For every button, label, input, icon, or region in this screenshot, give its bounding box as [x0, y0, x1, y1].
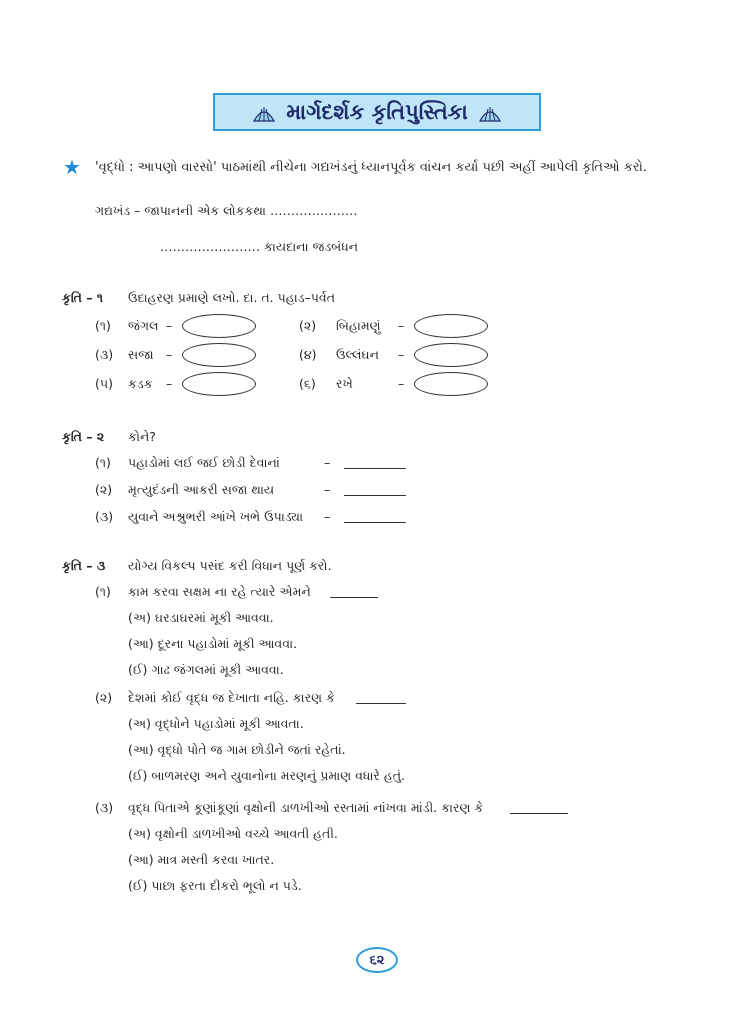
kruti-3-option: (ઈ) ગાઢ જંગલમાં મૂકી આવવા.: [128, 662, 284, 677]
kruti-2-text: મૃત્યુદંડની આકરી સજા થાય: [128, 482, 275, 497]
kruti-2-label: કૃતિ – ૨: [62, 429, 105, 444]
answer-blank[interactable]: [330, 597, 378, 598]
instruction-text: 'વૃદ્ધો : આપણો વારસો' પાઠમાંથી નીચેના ગદ્યખંડનું ધ્યાનપૂર્વક વાંચન કર્યા પછી અહીં આપેલી કૃતિઓ કરો.: [95, 160, 647, 175]
answer-oval[interactable]: [182, 314, 256, 338]
kruti-2-heading: કોને?: [128, 429, 156, 444]
kruti-1-dash: –: [166, 347, 173, 362]
answer-blank[interactable]: [344, 468, 406, 469]
kruti-2-text: પહાડોમાં લઈ જઈ છોડી દેવાનાં: [128, 455, 280, 470]
kruti-2-num: (૨): [95, 482, 113, 497]
answer-oval[interactable]: [414, 314, 488, 338]
page-number: [356, 947, 398, 973]
kruti-3-question-text: કામ કરવા સક્ષમ ના રહે ત્યારે એમને: [128, 584, 311, 599]
kruti-2-dash: –: [324, 455, 331, 470]
page-number-text: ૬૨: [369, 952, 385, 968]
answer-oval[interactable]: [182, 372, 256, 396]
star-icon: ★: [63, 155, 81, 179]
kruti-3-option: (અ) વૃદ્ધોને પહાડોમાં મૂકી આવતા.: [128, 716, 304, 731]
kruti-2-dash: –: [324, 482, 331, 497]
kruti-3-option: (આ) દૂરના પહાડોમાં મૂકી આવવા.: [128, 636, 298, 651]
kruti-1-word: સજા: [128, 347, 154, 362]
kruti-1-num: (૪): [299, 347, 317, 362]
kruti-3-option: (અ) વૃક્ષોની ડાળખીઓ વચ્ચે આવતી હતી.: [128, 826, 338, 841]
kruti-3-question-num: (૩): [95, 800, 114, 815]
answer-oval[interactable]: [182, 343, 256, 367]
answer-oval[interactable]: [414, 343, 488, 367]
answer-blank[interactable]: [344, 522, 406, 523]
kruti-1-word: બિહામણું: [336, 318, 381, 333]
kruti-2-text: યુવાને અશ્રુભરી આંખે ખભે ઉપાડ્યા: [128, 509, 304, 524]
kruti-3-question-text: દેશમાં કોઈ વૃદ્ધ જ દેખાતા નહિ. કારણ કે: [128, 690, 335, 705]
kruti-2-dash: –: [324, 509, 331, 524]
kruti-1-num: (૧): [95, 318, 111, 333]
kruti-1-num: (૨): [299, 318, 317, 333]
kruti-1-dash: –: [398, 347, 405, 362]
shell-ornament-icon: [478, 101, 502, 123]
kruti-1-word: રખે: [336, 376, 353, 391]
page-title: માર્ગદર્શક કૃતિપુસ્તિકા: [286, 99, 468, 124]
kruti-1-word: ઉલ્લંઘન: [336, 347, 379, 362]
kruti-1-dash: –: [166, 318, 173, 333]
passage-line-1: ગદ્યખંડ – જાપાનની એક લોકકથા …………………: [95, 203, 358, 218]
answer-blank[interactable]: [356, 703, 406, 704]
title-banner: [213, 93, 541, 131]
answer-blank[interactable]: [510, 813, 568, 814]
kruti-3-option: (ઈ) પાછા ફરતા દીકરો ભૂલો ન પડે.: [128, 878, 302, 893]
kruti-3-heading: યોગ્ય વિકલ્પ પસંદ કરી વિધાન પૂર્ણ કરો.: [128, 558, 332, 573]
kruti-1-word: કડક: [128, 376, 153, 391]
kruti-3-question-num: (૨): [95, 690, 113, 705]
answer-blank[interactable]: [344, 495, 406, 496]
kruti-3-option: (આ) વૃદ્ધો પોતે જ ગામ છોડીને જતાં રહેતાં.: [128, 742, 346, 757]
kruti-1-label: કૃતિ – ૧: [62, 290, 104, 305]
kruti-3-option: (અ) ઘરડાઘરમાં મૂકી આવવા.: [128, 610, 274, 625]
shell-ornament-icon: [252, 101, 276, 123]
kruti-3-option: (આ) માત્ર મસ્તી કરવા ખાતર.: [128, 852, 275, 867]
passage-line-2: …………………… કાયદાના જડબંધન: [160, 239, 359, 254]
kruti-1-word: જંગલ: [128, 318, 159, 333]
kruti-1-dash: –: [166, 376, 173, 391]
kruti-1-dash: –: [398, 318, 405, 333]
kruti-2-num: (૩): [95, 509, 114, 524]
kruti-3-question-text: વૃદ્ધ પિતાએ કૂણાંકૂણાં વૃક્ષોની ડાળખીઓ રસ્તામાં નાંખવા માંડી. કારણ કે: [128, 800, 484, 815]
kruti-3-label: કૃતિ – ૩: [62, 558, 106, 573]
kruti-2-num: (૧): [95, 455, 111, 470]
kruti-1-heading: ઉદાહરણ પ્રમાણે લખો. દા. ત. પહાડ–પર્વત: [128, 290, 335, 305]
kruti-3-option: (ઈ) બાળમરણ અને યુવાનોના મરણનું પ્રમાણ વધારે હતું.: [128, 768, 406, 783]
kruti-3-question-num: (૧): [95, 584, 111, 599]
answer-oval[interactable]: [414, 372, 488, 396]
kruti-1-num: (૩): [95, 347, 114, 362]
kruti-1-dash: –: [398, 376, 405, 391]
kruti-1-num: (૫): [95, 376, 113, 391]
kruti-1-num: (૬): [299, 376, 316, 391]
